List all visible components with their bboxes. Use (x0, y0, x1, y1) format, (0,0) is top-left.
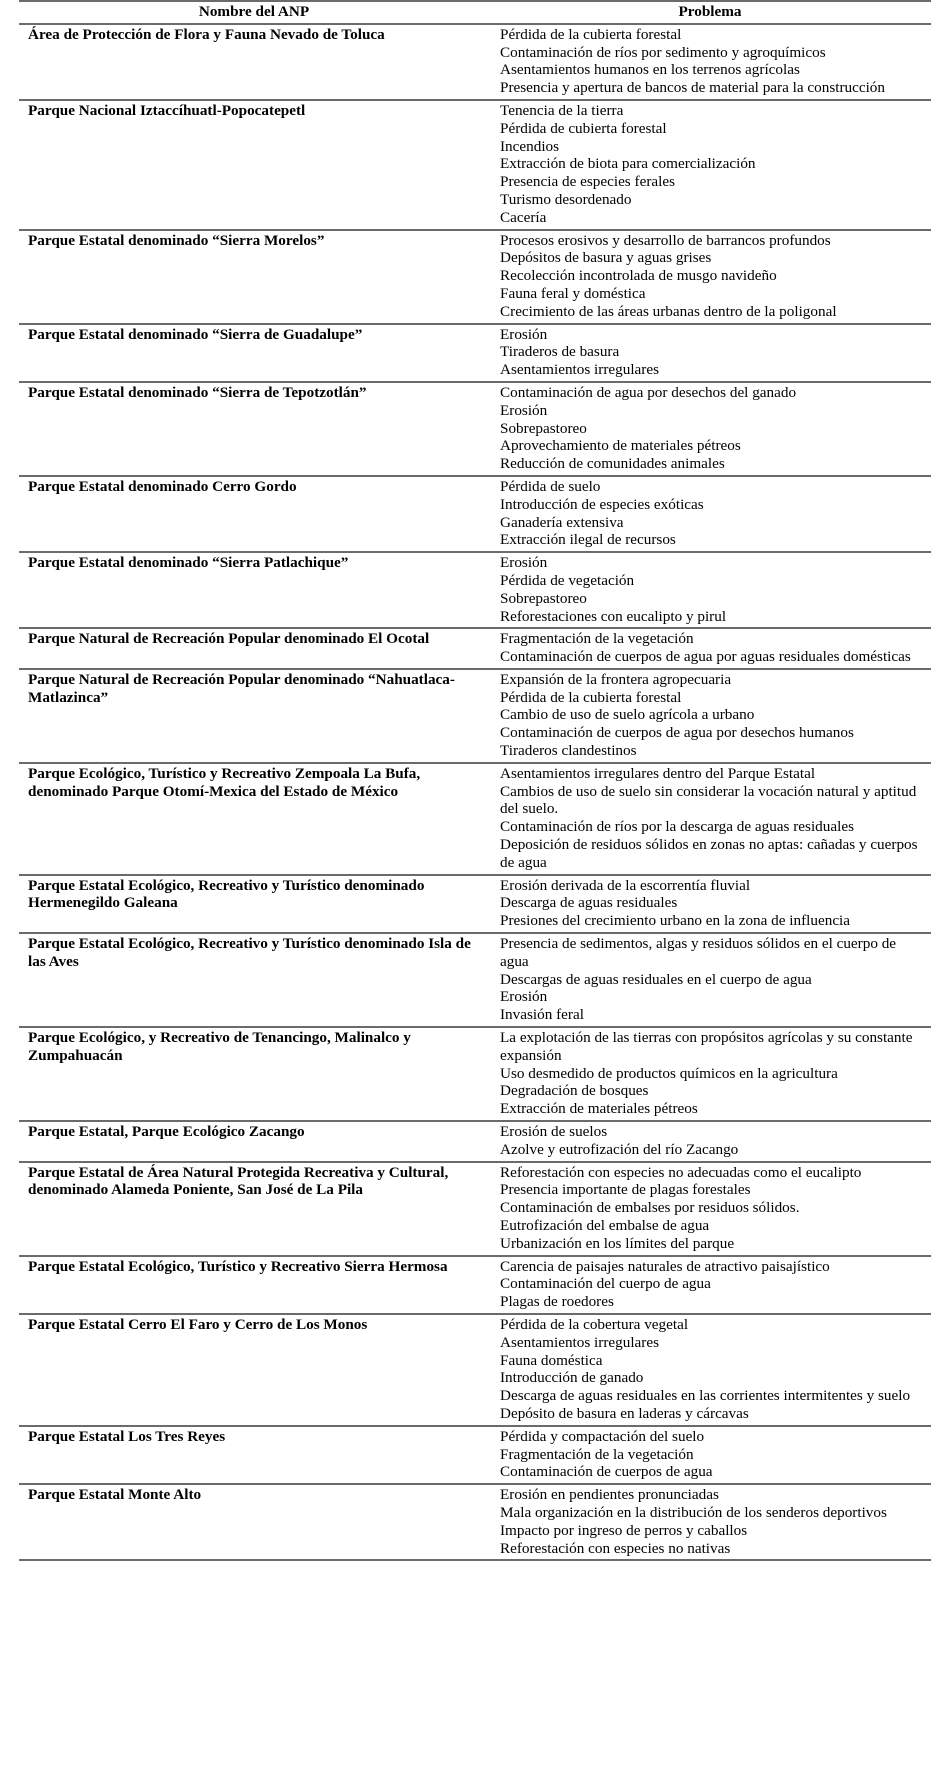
anp-name-cell: Parque Estatal denominado Cerro Gordo (19, 476, 489, 552)
problema-item: Turismo desordenado (500, 190, 632, 208)
anp-name-cell: Parque Estatal denominado “Sierra de Tepotzotlán” (19, 382, 489, 476)
problema-item: Descarga de aguas residuales en las corrientes intermitentes y suelo (500, 1387, 911, 1405)
problema-item: Erosión en pendientes pronunciadas (500, 1486, 719, 1504)
problema-item: Plagas de roedores (500, 1293, 614, 1311)
problema-item: Presencia de especies ferales (500, 173, 675, 191)
problema-item: Erosión (500, 988, 548, 1006)
problema-item: Contaminación de cuerpos de agua (500, 1463, 713, 1481)
problema-item: Pérdida de la cobertura vegetal (500, 1315, 689, 1333)
table-row (19, 628, 931, 669)
problema-item: Asentamientos irregulares (500, 361, 659, 379)
problema-item: Crecimiento de las áreas urbanas dentro de la poligonal (500, 302, 837, 320)
problema-item: Procesos erosivos y desarrollo de barrancos profundos (500, 231, 831, 249)
problema-item: Tenencia de la tierra (500, 101, 624, 119)
table-row (19, 1484, 931, 1560)
problema-cell (489, 552, 931, 628)
problema-item: Asentamientos irregulares dentro del Parque Estatal (500, 764, 816, 782)
table-header (19, 1, 931, 24)
problema-cell (489, 382, 931, 476)
problema-cell (489, 1314, 931, 1426)
problema-item: Erosión (500, 401, 548, 419)
problema-item: Degradación de bosques (500, 1082, 649, 1100)
problema-item: Uso desmedido de productos químicos en la agricultura (500, 1064, 838, 1082)
problema-item: Erosión derivada de la escorrentía fluvial (500, 876, 751, 894)
table-row (19, 933, 931, 1027)
problema-item: Introducción de ganado (500, 1369, 644, 1387)
problema-item: Fragmentación de la vegetación (500, 630, 694, 648)
problema-cell (489, 875, 931, 933)
problema-cell (489, 324, 931, 382)
table-row (19, 763, 931, 875)
table-row (19, 1121, 931, 1162)
problema-item: Carencia de paisajes naturales de atractivo paisajístico (500, 1257, 830, 1275)
problema-cell (489, 763, 931, 875)
table-row (19, 875, 931, 933)
problema-cell (489, 100, 931, 230)
problema-cell (489, 628, 931, 669)
anp-name-cell: Parque Estatal Ecológico, Recreativo y Turístico denominado Hermenegildo Galeana (19, 875, 489, 933)
table-row (19, 230, 931, 324)
problema-item: Aprovechamiento de materiales pétreos (500, 437, 741, 455)
anp-name-cell: Parque Nacional Iztaccíhuatl-Popocatepetl (19, 100, 489, 230)
anp-name-cell: Área de Protección de Flora y Fauna Nevado de Toluca (19, 24, 489, 100)
problema-item: Ganadería extensiva (500, 513, 624, 531)
problema-item: Pérdida de suelo (500, 477, 601, 495)
problema-item: Pérdida de la cubierta forestal (500, 688, 682, 706)
problema-item: Asentamientos irregulares (500, 1333, 659, 1351)
column-header-nombre-anp: Nombre del ANP (19, 1, 489, 24)
table-row (19, 382, 931, 476)
anp-name-cell: Parque Estatal denominado “Sierra de Guadalupe” (19, 324, 489, 382)
problema-item: Cacería (500, 208, 547, 226)
problema-item: Presencia importante de plagas forestales (500, 1181, 751, 1199)
table-row (19, 1314, 931, 1426)
problema-item: Descarga de aguas residuales (500, 894, 678, 912)
table-row (19, 1162, 931, 1256)
problema-item: Invasión feral (500, 1006, 584, 1024)
problema-cell (489, 1027, 931, 1121)
problema-cell (489, 669, 931, 763)
problema-cell (489, 24, 931, 100)
problema-item: Mala organización en la distribución de los senderos deportivos (500, 1503, 887, 1521)
table-row (19, 669, 931, 763)
problema-item: Reforestación con especies no adecuadas como el eucalipto (500, 1163, 862, 1181)
problema-item: Recolección incontrolada de musgo navideño (500, 267, 777, 285)
anp-name-cell: Parque Estatal denominado “Sierra Morelos” (19, 230, 489, 324)
problema-item: Depósitos de basura y aguas grises (500, 249, 712, 267)
problema-item: Pérdida de vegetación (500, 571, 635, 589)
anp-problems-table (19, 0, 931, 1561)
problema-item: Reforestaciones con eucalipto y pirul (500, 607, 727, 625)
problema-cell (489, 1426, 931, 1484)
problema-item: Cambio de uso de suelo agrícola a urbano (500, 706, 755, 724)
problema-item: Depósito de basura en laderas y cárcavas (500, 1404, 749, 1422)
problema-item: Descargas de aguas residuales en el cuerpo de agua (500, 970, 812, 988)
problema-item: Expansión de la frontera agropecuaria (500, 670, 732, 688)
problema-item: Pérdida de la cubierta forestal (500, 25, 682, 43)
anp-name-cell: Parque Ecológico, y Recreativo de Tenancingo, Malinalco y Zumpahuacán (19, 1027, 489, 1121)
table-row (19, 24, 931, 100)
problema-cell (489, 1162, 931, 1256)
problema-item: Urbanización en los límites del parque (500, 1234, 735, 1252)
problema-item: Introducción de especies exóticas (500, 495, 704, 513)
problema-item: Fragmentación de la vegetación (500, 1445, 694, 1463)
table-row (19, 324, 931, 382)
problema-item: Reducción de comunidades animales (500, 455, 725, 473)
problema-item: Erosión (500, 325, 548, 343)
problema-cell (489, 933, 931, 1027)
problema-item: Contaminación de agua por desechos del ganado (500, 383, 797, 401)
anp-name-cell: Parque Estatal Los Tres Reyes (19, 1426, 489, 1484)
problema-item: Tiraderos clandestinos (500, 742, 637, 760)
problema-item: Contaminación de cuerpos de agua por aguas residuales domésticas (500, 648, 911, 666)
problema-item: Asentamientos humanos en los terrenos agrícolas (500, 61, 800, 79)
problema-item: Extracción ilegal de recursos (500, 531, 676, 549)
table-row (19, 1426, 931, 1484)
problema-item: Pérdida y compactación del suelo (500, 1427, 705, 1445)
anp-name-cell: Parque Natural de Recreación Popular denominado El Ocotal (19, 628, 489, 669)
problema-item: Extracción de biota para comercialización (500, 155, 756, 173)
problema-item: Sobrepastoreo (500, 419, 587, 437)
anp-name-cell: Parque Estatal, Parque Ecológico Zacango (19, 1121, 489, 1162)
problema-item: Erosión (500, 554, 548, 572)
problema-item: Pérdida de cubierta forestal (500, 119, 667, 137)
problema-item: Fauna feral y doméstica (500, 284, 646, 302)
anp-name-cell: Parque Estatal Ecológico, Turístico y Recreativo Sierra Hermosa (19, 1256, 489, 1314)
problema-cell (489, 230, 931, 324)
problema-item: Erosión de suelos (500, 1123, 608, 1141)
table-row (19, 1027, 931, 1121)
problema-item: Presiones del crecimiento urbano en la zona de influencia (500, 912, 851, 930)
problema-item: Tiraderos de basura (500, 343, 620, 361)
table-row (19, 552, 931, 628)
anp-name-cell: Parque Estatal Cerro El Faro y Cerro de Los Monos (19, 1314, 489, 1426)
problema-item: Contaminación de ríos por sedimento y agroquímicos (500, 43, 826, 61)
column-header-problema: Problema (489, 1, 931, 24)
problema-item: La explotación de las tierras con propósitos agrícolas y su constante expansión (500, 1029, 913, 1064)
anp-name-cell: Parque Natural de Recreación Popular denominado “Nahuatlaca-Matlazinca” (19, 669, 489, 763)
table-header-row (19, 1, 931, 24)
problema-item: Contaminación de cuerpos de agua por desechos humanos (500, 724, 854, 742)
problema-item: Cambios de uso de suelo sin considerar la vocación natural y aptitud del suelo. (500, 782, 917, 818)
anp-name-cell: Parque Estatal de Área Natural Protegida Recreativa y Cultural, denominado Alameda Poniente, San José de La Pila (19, 1162, 489, 1256)
table-body (19, 24, 931, 1561)
problema-cell (489, 1256, 931, 1314)
problema-item: Deposición de residuos sólidos en zonas no aptas: cañadas y cuerpos de agua (500, 836, 918, 871)
anp-name-cell: Parque Estatal denominado “Sierra Patlachique” (19, 552, 489, 628)
problema-item: Presencia de sedimentos, algas y residuos sólidos en el cuerpo de agua (500, 935, 897, 970)
problema-item: Presencia y apertura de bancos de material para la construcción (500, 79, 885, 97)
anp-name-cell: Parque Ecológico, Turístico y Recreativo Zempoala La Bufa, denominado Parque Otomí-Mexica del Estado de México (19, 763, 489, 875)
problema-item: Azolve y eutrofización del río Zacango (500, 1140, 739, 1158)
problema-item: Contaminación de embalses por residuos sólidos. (500, 1199, 800, 1217)
table-row (19, 476, 931, 552)
problema-item: Reforestación con especies no nativas (500, 1539, 731, 1557)
problema-cell (489, 1121, 931, 1162)
problema-item: Extracción de materiales pétreos (500, 1100, 698, 1118)
problema-item: Eutrofización del embalse de agua (500, 1217, 710, 1234)
problema-item: Incendios (500, 137, 560, 155)
problema-cell (489, 1484, 931, 1560)
problema-item: Impacto por ingreso de perros y caballos (500, 1521, 748, 1539)
table-row (19, 1256, 931, 1314)
problema-item: Contaminación del cuerpo de agua (500, 1275, 711, 1293)
anp-name-cell: Parque Estatal Ecológico, Recreativo y Turístico denominado Isla de las Aves (19, 933, 489, 1027)
anp-name-cell: Parque Estatal Monte Alto (19, 1484, 489, 1560)
problema-item: Contaminación de ríos por la descarga de aguas residuales (500, 818, 854, 836)
problema-item: Sobrepastoreo (500, 589, 587, 607)
table-row (19, 100, 931, 230)
problema-item: Fauna doméstica (500, 1351, 603, 1369)
problema-cell (489, 476, 931, 552)
